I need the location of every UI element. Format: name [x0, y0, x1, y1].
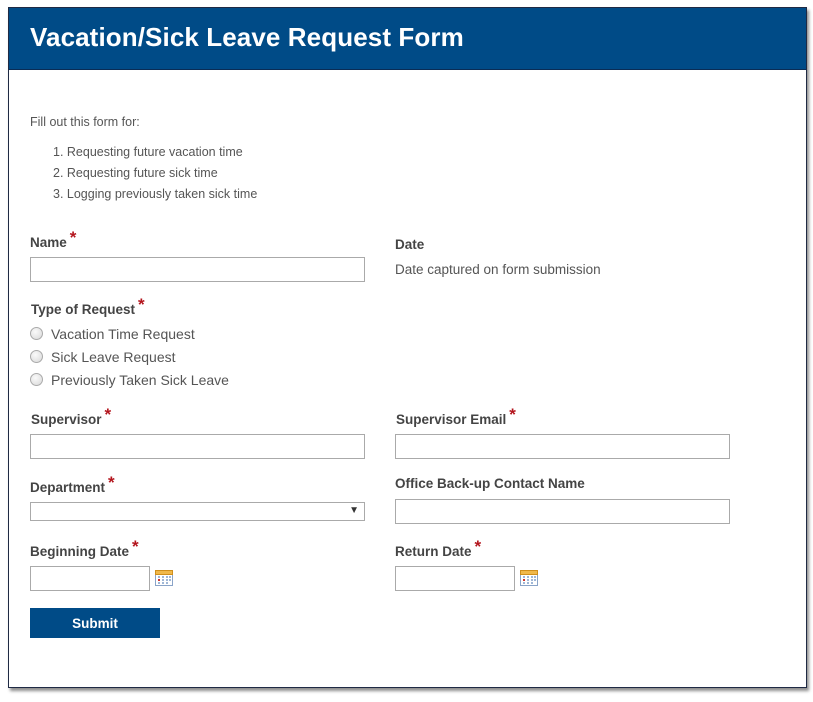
required-marker: *	[108, 473, 115, 492]
required-marker: *	[474, 537, 482, 556]
return-date-field[interactable]	[395, 566, 515, 591]
name-label: Name *	[30, 228, 77, 250]
department-select[interactable]	[30, 502, 365, 521]
request-type-label: Type of Request *	[31, 295, 145, 317]
radio-label: Previously Taken Sick Leave	[51, 371, 229, 388]
required-marker: *	[138, 295, 145, 314]
radio-option-previous-sick-leave[interactable]	[30, 368, 229, 391]
form-title: Vacation/Sick Leave Request Form	[30, 22, 464, 52]
department-label: Department *	[30, 473, 115, 495]
calendar-icon[interactable]	[520, 569, 538, 586]
chevron-down-icon: ▼	[349, 505, 359, 516]
supervisor-email-label: Supervisor Email *	[396, 405, 516, 427]
form-header	[9, 8, 806, 70]
intro-list-item: 3. Logging previously taken sick time	[53, 187, 258, 201]
intro-text: Fill out this form for:	[30, 115, 140, 129]
name-field[interactable]	[30, 257, 365, 282]
intro-list	[53, 145, 257, 208]
radio-option-sick-leave[interactable]	[30, 345, 229, 368]
backup-contact-label: Office Back-up Contact Name	[395, 476, 585, 491]
supervisor-label: Supervisor *	[31, 405, 112, 427]
radio-option-vacation[interactable]	[30, 322, 229, 345]
date-note: Date captured on form submission	[395, 262, 601, 277]
submit-button[interactable]: Submit	[30, 608, 160, 638]
form-window	[8, 7, 807, 688]
request-type-group	[30, 322, 229, 391]
radio-button[interactable]	[30, 350, 43, 363]
supervisor-email-field[interactable]	[395, 434, 730, 459]
calendar-icon[interactable]	[155, 569, 173, 586]
return-date-label: Return Date *	[395, 537, 482, 559]
beginning-date-label: Beginning Date *	[30, 537, 139, 559]
required-marker: *	[132, 537, 139, 556]
required-marker: *	[69, 228, 77, 247]
required-marker: *	[509, 405, 516, 424]
supervisor-field[interactable]	[30, 434, 365, 459]
radio-label: Vacation Time Request	[51, 325, 195, 342]
intro-list-item: 1. Requesting future vacation time	[53, 145, 243, 159]
backup-contact-field[interactable]	[395, 499, 730, 524]
required-marker: *	[104, 405, 112, 424]
beginning-date-field[interactable]	[30, 566, 150, 591]
radio-button[interactable]	[30, 373, 43, 386]
date-label: Date	[395, 237, 425, 252]
intro-list-item: 2. Requesting future sick time	[53, 166, 218, 180]
radio-label: Sick Leave Request	[51, 348, 176, 365]
radio-button[interactable]	[30, 327, 43, 340]
